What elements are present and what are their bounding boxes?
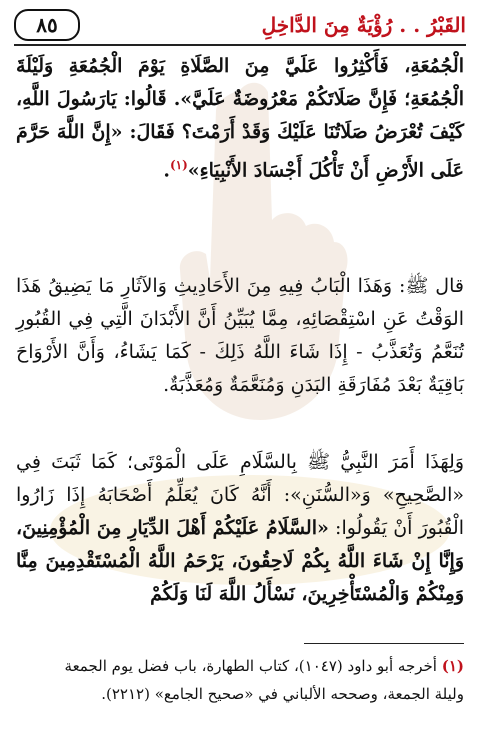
footnote-line-1 xyxy=(16,652,464,680)
paragraph-hadith-text: الْجُمُعَةِ، فَأَكْثِرُوا عَلَيَّ مِنَ الصَّلَاةِ يَوْمَ الْجُمُعَةِ وَلَيْلَةَ الْجُمُعَةِ؛ فَإِنَّ صَلَاتَكُمْ مَعْرُوضَةٌ عَلَيَّ». قَالُوا: يَارَسُولَ اللَّهِ، كَيْفَ تُعْرَضُ صَلَاتُنَا عَلَيْكَ وَقَدْ أَرَمْتَ؟ فَقَالَ: «إِنَّ اللَّهَ حَرَّمَ عَلَى الأَرْضِ أَنْ تَأْكُلَ أَجْسَادَ الأَنْبِيَاءِ»$^{(١)}$. xyxy=(16,55,464,182)
footnote-text-1: أخرجه أبو داود (١٠٤٧)، كتاب الطهارة، باب فضل يوم الجمعة xyxy=(64,657,442,675)
header-divider xyxy=(14,44,466,46)
greeting-intro: وَلِهَذَا أَمَرَ النَّبِيُّ ﷺ بِالسَّلَامِ عَلَى الْمَوْتَى؛ كَمَا ثَبَتَ فِي «الصَّحِيحِ» وَ«السُّنَنِ»: أَنَّهُ كَانَ يُعَلِّمُ أَصْحَابَهُ إِذَا زَارُوا الْقُبُورَ أَنْ يَقُولُوا: xyxy=(16,451,464,539)
paragraph-hadith xyxy=(16,50,464,187)
footnote-reference: (١) xyxy=(169,158,188,172)
footnote-divider xyxy=(304,643,464,644)
hadith-text: الْجُمُعَةِ، فَأَكْثِرُوا عَلَيَّ مِنَ الصَّلَاةِ يَوْمَ الْجُمُعَةِ وَلَيْلَةَ الْجُمُعَةِ؛ فَإِنَّ صَلَاتَكُمْ مَعْرُوضَةٌ عَلَيَّ». قَالُوا: يَارَسُولَ اللَّهِ، كَيْفَ تُعْرَضُ صَلَاتُنَا عَلَيْكَ وَقَدْ أَرَمْتَ؟ فَقَالَ: «إِنَّ اللَّهَ حَرَّمَ عَلَى الأَرْضِ أَنْ تَأْكُلَ أَجْسَادَ الأَنْبِيَاءِ» xyxy=(16,55,464,182)
footnote xyxy=(16,652,464,708)
commentary-intro: قال xyxy=(428,275,464,297)
paragraph-commentary xyxy=(16,270,464,402)
greeting-quote: «السَّلَامُ عَلَيْكُمْ أَهْلَ الدِّيَارِ مِنَ الْمُؤْمِنِينَ، وَإِنَّا إِنْ شَاءَ اللَّهُ بِكُمْ لَاحِقُونَ، يَرْحَمُ اللَّهُ الْمُسْتَقْدِمِينَ مِنَّا وَمِنْكُمْ وَالْمُسْتَأْخِرِينَ، نَسْأَلُ اللَّهَ لَنَا وَلَكُمْ xyxy=(16,517,464,605)
commentary-text: : وَهَذَا الْبَابُ فِيهِ مِنَ الأَحَادِيثِ وَالآثَارِ مَا يَضِيقُ هَذَا الوَقْتُ عَنِ اسْتِقْصَائِهِ، مِمَّا يُبَيِّنُ أَنَّ الأَبْدَانَ الَّتِي فِي القُبُورِ تُنَعَّمُ وَتُعَذَّبُ - إِذَا شَاءَ اللَّهُ ذَلِكَ - كَمَا يَشَاءُ، وَأَنَّ الأَرْوَاحَ بَاقِيَةٌ بَعْدَ مُفَارَقَةِ البَدَنِ وَمُنَعَّمَةٌ وَمُعَذَّبَةٌ. xyxy=(16,275,464,396)
running-title: القَبْرُ . . رُؤْيَةٌ مِنَ الدَّاخِلِ xyxy=(261,13,466,37)
paragraph-commentary-text xyxy=(16,270,464,402)
footnote-marker: (١) xyxy=(441,657,464,675)
page-number: ٨٥ xyxy=(14,9,80,41)
paragraph-greeting xyxy=(16,446,464,611)
footnote-line-2: وليلة الجمعة، وصححه الألباني في «صحيح الجامع» (٢٢١٢). xyxy=(101,685,464,703)
page-header xyxy=(14,8,466,42)
honorific-glyph: ﷺ xyxy=(405,275,429,297)
paragraph-greeting-text xyxy=(16,446,464,611)
